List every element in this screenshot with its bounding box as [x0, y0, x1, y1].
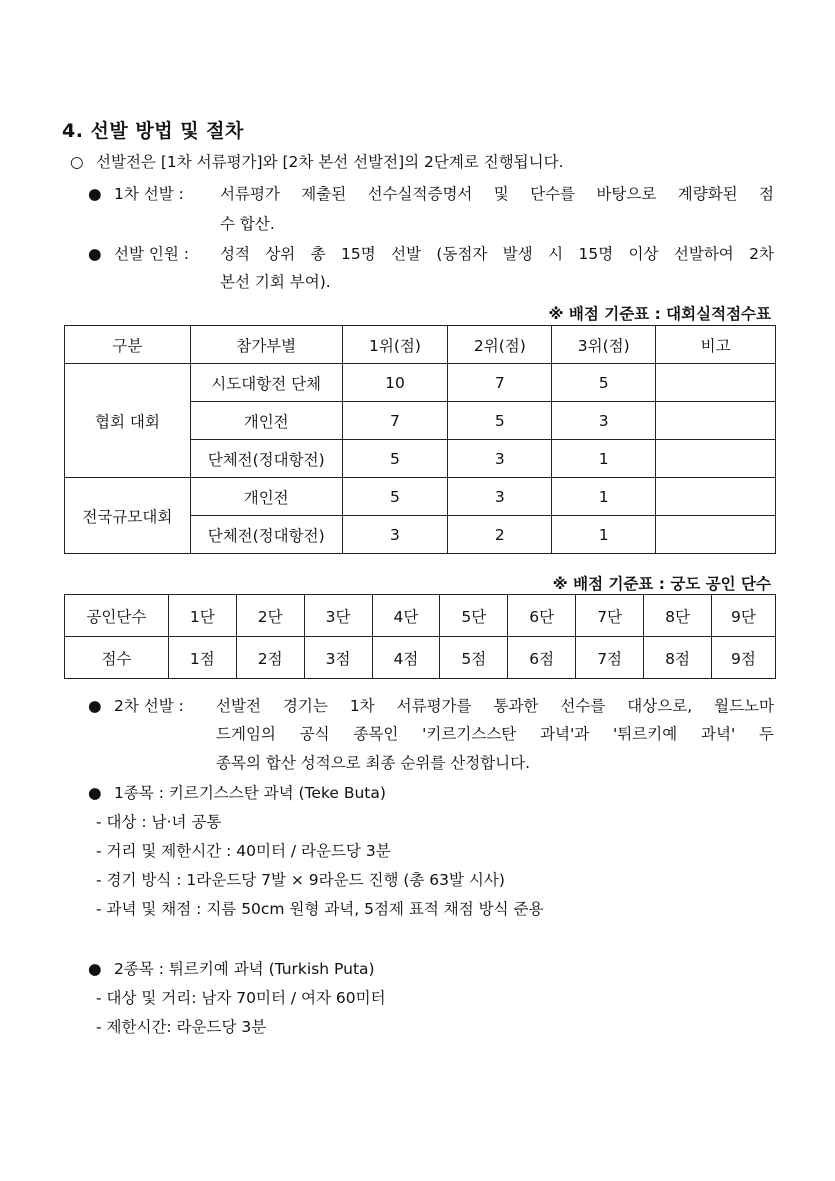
note-cell	[656, 516, 776, 554]
dan-cell: 9단	[711, 595, 775, 637]
division-cell: 단체전(정대항전)	[190, 440, 342, 478]
table1-caption: ※ 배점 기준표 : 대회실적점수표	[548, 305, 771, 323]
points-cell: 6점	[508, 637, 576, 679]
event2-item: - 대상 및 거리: 남자 70미터 / 여자 60미터	[96, 989, 386, 1007]
score-cell: 7	[448, 364, 552, 402]
dan-row	[65, 595, 776, 637]
filled-bullet-icon: ●	[88, 245, 102, 263]
section-heading: 4. 선발 방법 및 절차	[62, 120, 244, 142]
quota-text-line2: 본선 기회 부여).	[220, 273, 331, 291]
points-cell: 3점	[304, 637, 372, 679]
note-cell	[656, 440, 776, 478]
performance-score-table	[64, 325, 776, 554]
header-cell: 1위(점)	[342, 326, 448, 364]
score-cell: 3	[448, 440, 552, 478]
points-cell: 9점	[711, 637, 775, 679]
score-cell: 1	[552, 516, 656, 554]
filled-bullet-icon: ●	[88, 697, 102, 715]
score-cell: 2	[448, 516, 552, 554]
filled-bullet-icon: ●	[88, 185, 102, 203]
dan-cell: 5단	[440, 595, 508, 637]
note-cell	[656, 478, 776, 516]
round2-text-line1: 선발전 경기는 1차 서류평가를 통과한 선수를 대상으로, 월드노마	[216, 697, 774, 715]
round1-label-line	[88, 182, 184, 204]
circle-bullet-icon: ○	[70, 153, 84, 171]
dan-cell: 1단	[168, 595, 236, 637]
score-cell: 5	[552, 364, 656, 402]
note-cell	[656, 364, 776, 402]
event1-item: - 대상 : 남·녀 공통	[96, 813, 222, 831]
score-cell: 5	[448, 402, 552, 440]
score-cell: 3	[342, 516, 448, 554]
round2-text-line2: 드게임의 공식 종목인 '키르기스스탄 과녁'과 '튀르키예 과녁' 두	[216, 725, 774, 743]
points-cell: 5점	[440, 637, 508, 679]
table2-caption: ※ 배점 기준표 : 궁도 공인 단수	[552, 575, 771, 593]
filled-bullet-icon: ●	[88, 960, 102, 978]
score-cell: 5	[342, 440, 448, 478]
note-cell	[656, 402, 776, 440]
header-cell: 3위(점)	[552, 326, 656, 364]
points-cell: 2점	[236, 637, 304, 679]
points-cell: 8점	[644, 637, 712, 679]
event1-item: - 과녁 및 채점 : 지름 50cm 원형 과녁, 5점제 표적 채점 방식 준용	[96, 900, 544, 918]
table-header-row	[65, 326, 776, 364]
dan-cell: 2단	[236, 595, 304, 637]
dan-cell: 7단	[576, 595, 644, 637]
event1-title: 1종목 : 키르기스스탄 과녁 (Teke Buta)	[114, 784, 386, 802]
round1-label: 1차 선발 :	[114, 185, 184, 203]
event2-item: - 제한시간: 라운드당 3분	[96, 1018, 267, 1036]
division-cell: 시도대항전 단체	[190, 364, 342, 402]
points-cell: 1점	[168, 637, 236, 679]
score-cell: 1	[552, 440, 656, 478]
division-cell: 개인전	[190, 402, 342, 440]
group-cell: 협회 대회	[65, 364, 191, 478]
score-cell: 3	[552, 402, 656, 440]
header-cell: 2위(점)	[448, 326, 552, 364]
score-cell: 10	[342, 364, 448, 402]
event2-title-line	[88, 957, 375, 979]
score-cell: 1	[552, 478, 656, 516]
round1-text-line2: 수 합산.	[220, 215, 275, 233]
dan-cell: 6단	[508, 595, 576, 637]
quota-label: 선발 인원 :	[114, 245, 189, 263]
row-label-cell: 점수	[65, 637, 169, 679]
table-row	[65, 478, 776, 516]
dan-score-table	[64, 594, 776, 679]
header-cell: 참가부별	[190, 326, 342, 364]
table-row	[65, 364, 776, 402]
header-cell: 구분	[65, 326, 191, 364]
event1-item: - 거리 및 제한시간 : 40미터 / 라운드당 3분	[96, 842, 391, 860]
points-row	[65, 637, 776, 679]
filled-bullet-icon: ●	[88, 784, 102, 802]
round1-text-line1: 서류평가 제출된 선수실적증명서 및 단수를 바탕으로 계량화된 점	[220, 185, 774, 203]
header-cell: 비고	[656, 326, 776, 364]
score-cell: 5	[342, 478, 448, 516]
division-cell: 개인전	[190, 478, 342, 516]
intro-text: 선발전은 [1차 서류평가]와 [2차 본선 선발전]의 2단계로 진행됩니다.	[96, 153, 564, 171]
quota-label-line	[88, 242, 189, 264]
group-cell: 전국규모대회	[65, 478, 191, 554]
score-cell: 7	[342, 402, 448, 440]
event1-title-line	[88, 781, 386, 803]
round2-text-line3: 종목의 합산 성적으로 최종 순위를 산정합니다.	[216, 754, 531, 772]
points-cell: 7점	[576, 637, 644, 679]
score-cell: 3	[448, 478, 552, 516]
round2-label: 2차 선발 :	[114, 697, 184, 715]
round2-label-line	[88, 694, 184, 716]
intro-line	[70, 150, 564, 172]
quota-text-line1: 성적 상위 총 15명 선발 (동점자 발생 시 15명 이상 선발하여 2차	[220, 245, 774, 263]
row-label-cell: 공인단수	[65, 595, 169, 637]
division-cell: 단체전(정대항전)	[190, 516, 342, 554]
dan-cell: 4단	[372, 595, 440, 637]
event1-item: - 경기 방식 : 1라운드당 7발 × 9라운드 진행 (총 63발 시사)	[96, 871, 505, 889]
dan-cell: 8단	[644, 595, 712, 637]
dan-cell: 3단	[304, 595, 372, 637]
points-cell: 4점	[372, 637, 440, 679]
event2-title: 2종목 : 튀르키예 과녁 (Turkish Puta)	[114, 960, 375, 978]
